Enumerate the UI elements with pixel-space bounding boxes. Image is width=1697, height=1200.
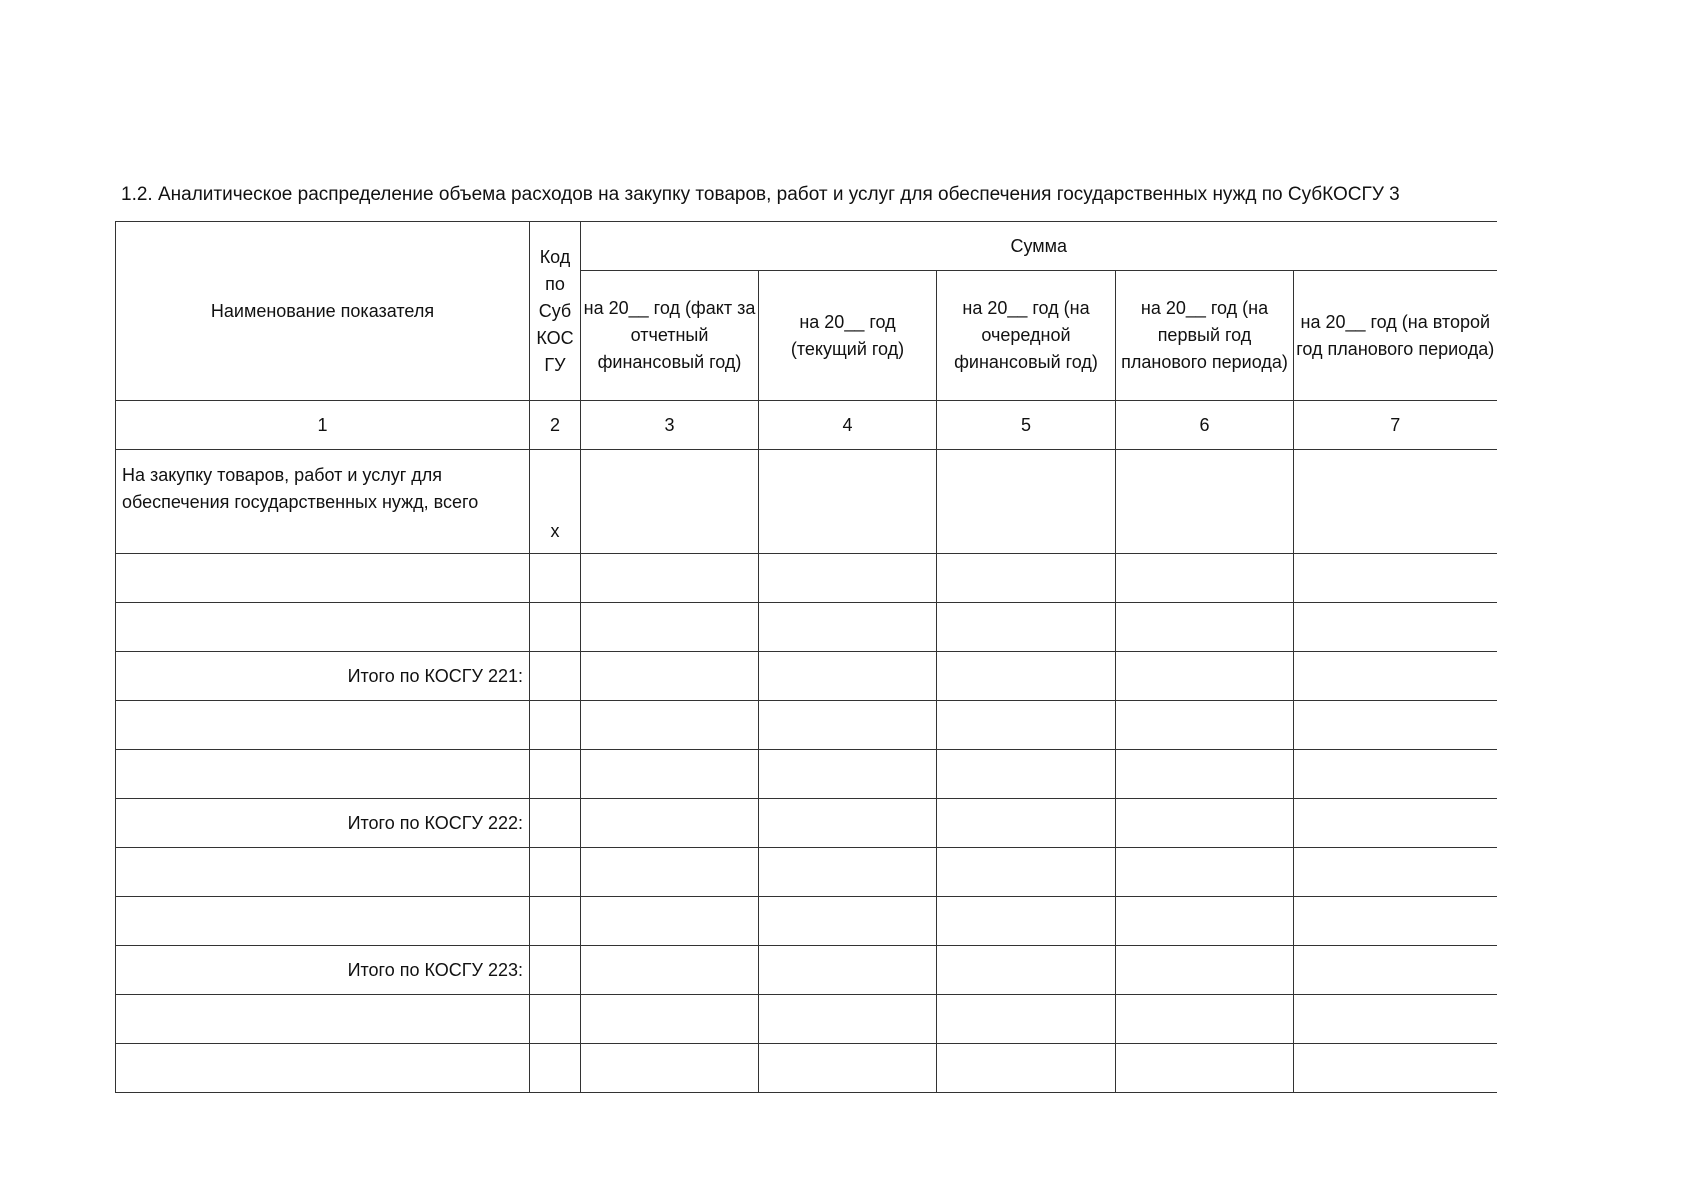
value-cell[interactable] [937, 450, 1116, 554]
value-cell[interactable] [937, 946, 1116, 995]
value-cell[interactable] [1294, 450, 1497, 554]
row-code[interactable] [530, 701, 581, 750]
value-cell[interactable] [581, 554, 759, 603]
value-cell[interactable] [759, 450, 937, 554]
value-cell[interactable] [759, 554, 937, 603]
row-code[interactable] [530, 750, 581, 799]
value-cell[interactable] [581, 897, 759, 946]
value-cell[interactable] [1294, 946, 1497, 995]
value-cell[interactable] [759, 1044, 937, 1093]
header-sum: Сумма [581, 222, 1497, 271]
value-cell[interactable] [937, 750, 1116, 799]
value-cell[interactable] [937, 799, 1116, 848]
row-code[interactable] [530, 995, 581, 1044]
value-cell[interactable] [937, 995, 1116, 1044]
value-cell[interactable] [937, 652, 1116, 701]
row-label[interactable] [116, 897, 530, 946]
value-cell[interactable] [1116, 946, 1294, 995]
value-cell[interactable] [1116, 554, 1294, 603]
table-row [116, 1044, 1497, 1093]
value-cell[interactable] [1116, 701, 1294, 750]
value-cell[interactable] [759, 750, 937, 799]
subtotal-label: Итого по КОСГУ 223: [116, 946, 530, 995]
value-cell[interactable] [581, 995, 759, 1044]
value-cell[interactable] [937, 897, 1116, 946]
table-row [116, 848, 1497, 897]
value-cell[interactable] [759, 603, 937, 652]
value-cell[interactable] [1294, 1044, 1497, 1093]
value-cell[interactable] [581, 848, 759, 897]
value-cell[interactable] [581, 603, 759, 652]
row-label[interactable] [116, 995, 530, 1044]
value-cell[interactable] [937, 848, 1116, 897]
value-cell[interactable] [1116, 799, 1294, 848]
value-cell[interactable] [759, 652, 937, 701]
value-cell[interactable] [1294, 750, 1497, 799]
row-code[interactable] [530, 652, 581, 701]
row-code[interactable] [530, 603, 581, 652]
row-label[interactable] [116, 554, 530, 603]
column-number: 5 [937, 401, 1116, 450]
table-row [116, 897, 1497, 946]
subtotal-row [116, 652, 1497, 701]
row-label: На закупку товаров, работ и услуг для обеспечения государственных нужд, всего [116, 450, 530, 554]
page-title: 1.2. Аналитическое распределение объема расходов на закупку товаров, работ и услуг для обеспечения государственных нужд по СубКОСГУ 3 [121, 184, 1400, 205]
value-cell[interactable] [1294, 799, 1497, 848]
value-cell[interactable] [1116, 603, 1294, 652]
row-code[interactable] [530, 799, 581, 848]
subtotal-label: Итого по КОСГУ 221: [116, 652, 530, 701]
value-cell[interactable] [1116, 995, 1294, 1044]
value-cell[interactable] [581, 701, 759, 750]
table-row [116, 603, 1497, 652]
value-cell[interactable] [759, 848, 937, 897]
value-cell[interactable] [581, 652, 759, 701]
column-number: 1 [116, 401, 530, 450]
value-cell[interactable] [1116, 1044, 1294, 1093]
value-cell[interactable] [581, 450, 759, 554]
value-cell[interactable] [937, 1044, 1116, 1093]
header-code: Код по Суб КОС ГУ [530, 222, 581, 401]
row-code[interactable] [530, 848, 581, 897]
value-cell[interactable] [581, 946, 759, 995]
row-label[interactable] [116, 603, 530, 652]
header-col4: на 20__ год (текущий год) [759, 271, 937, 401]
subtotal-label: Итого по КОСГУ 222: [116, 799, 530, 848]
row-code[interactable] [530, 1044, 581, 1093]
value-cell[interactable] [1116, 897, 1294, 946]
value-cell[interactable] [759, 897, 937, 946]
value-cell[interactable] [1116, 652, 1294, 701]
table-row [116, 554, 1497, 603]
value-cell[interactable] [1116, 848, 1294, 897]
value-cell[interactable] [1294, 701, 1497, 750]
value-cell[interactable] [937, 554, 1116, 603]
subtotal-row [116, 799, 1497, 848]
column-number: 3 [581, 401, 759, 450]
row-label[interactable] [116, 750, 530, 799]
row-code[interactable] [530, 554, 581, 603]
table-row [116, 995, 1497, 1044]
header-col7: на 20__ год (на второй год планового периода) [1294, 271, 1497, 401]
value-cell[interactable] [759, 995, 937, 1044]
column-number: 2 [530, 401, 581, 450]
header-col6: на 20__ год (на первый год планового периода) [1116, 271, 1294, 401]
row-code[interactable] [530, 946, 581, 995]
value-cell[interactable] [581, 750, 759, 799]
column-number: 4 [759, 401, 937, 450]
expenses-table [115, 221, 1497, 1093]
column-number: 6 [1116, 401, 1294, 450]
value-cell[interactable] [937, 701, 1116, 750]
value-cell[interactable] [759, 799, 937, 848]
value-cell[interactable] [1294, 652, 1497, 701]
row-label[interactable] [116, 701, 530, 750]
value-cell[interactable] [759, 946, 937, 995]
value-cell[interactable] [1116, 450, 1294, 554]
value-cell[interactable] [581, 1044, 759, 1093]
row-label[interactable] [116, 848, 530, 897]
table-row [116, 450, 1497, 554]
header-name: Наименование показателя [116, 222, 530, 401]
value-cell[interactable] [1294, 897, 1497, 946]
row-code[interactable] [530, 897, 581, 946]
value-cell[interactable] [1294, 603, 1497, 652]
row-label[interactable] [116, 1044, 530, 1093]
column-number-row [116, 401, 1497, 450]
value-cell[interactable] [937, 603, 1116, 652]
value-cell[interactable] [1116, 750, 1294, 799]
table-row [116, 750, 1497, 799]
value-cell[interactable] [581, 799, 759, 848]
table-row [116, 701, 1497, 750]
header-col3: на 20__ год (факт за отчетный финансовый год) [581, 271, 759, 401]
subtotal-row [116, 946, 1497, 995]
row-code: x [530, 450, 581, 554]
value-cell[interactable] [759, 701, 937, 750]
column-number: 7 [1294, 401, 1497, 450]
value-cell[interactable] [1294, 995, 1497, 1044]
value-cell[interactable] [1294, 848, 1497, 897]
header-col5: на 20__ год (на очередной финансовый год) [937, 271, 1116, 401]
value-cell[interactable] [1294, 554, 1497, 603]
